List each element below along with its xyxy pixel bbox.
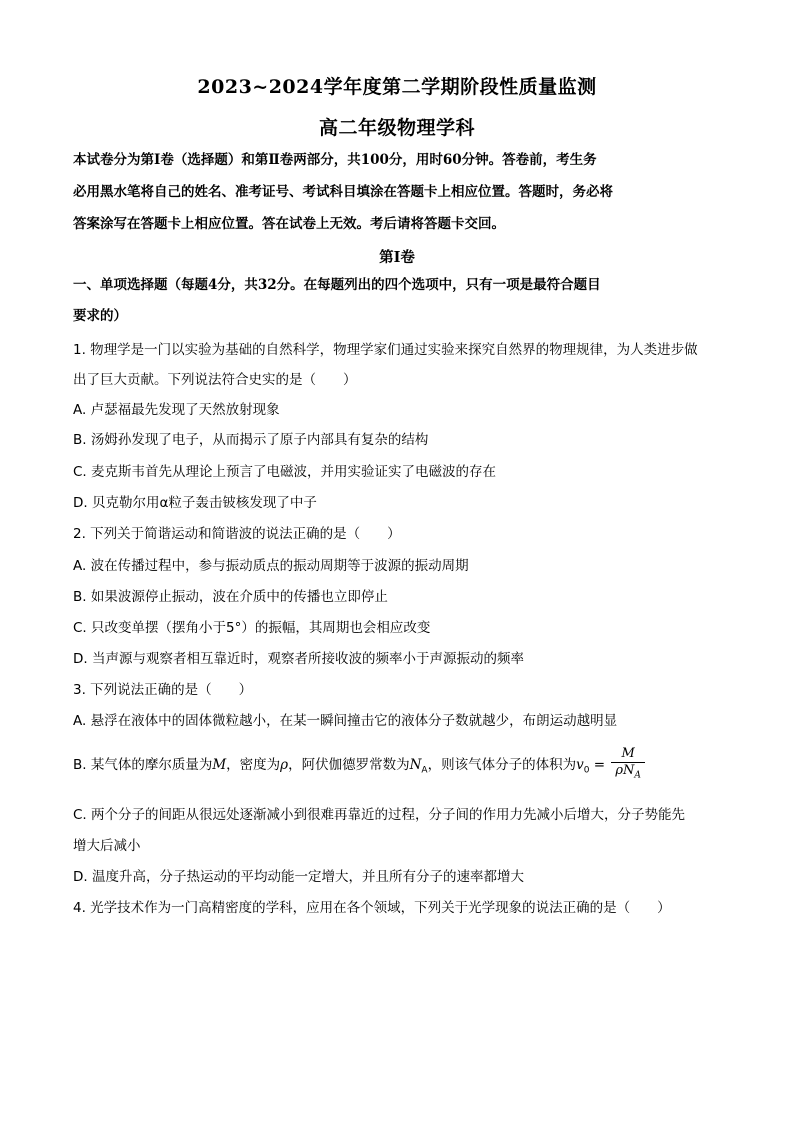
page-title: 2023~2024学年度第二学期阶段性质量监测 [197, 76, 597, 98]
section-heading-line-1: 一、单项选择题（每题4分，共32分。在每题列出的四个选项中，只有一项是最符合题目 [73, 277, 601, 293]
q3-option-c-line-1: C. 两个分子的间距从很远处逐渐减小到很难再靠近的过程，分子间的作用力先减小后增大，分子势能先 [73, 807, 686, 823]
q3-b-mid-2: ，阿伏伽德罗常数为 [288, 756, 410, 773]
q1-option-b: B. 汤姆孙发现了电子，从而揭示了原子内部具有复杂的结构 [73, 432, 429, 448]
q3-option-d: D. 温度升高，分子热运动的平均动能一定增大，并且所有分子的速率都增大 [73, 869, 524, 885]
q3-b-density-symbol: ρ [280, 756, 289, 773]
q1-option-c: C. 麦克斯韦首先从理论上预言了电磁波，并用实验证实了电磁波的存在 [73, 464, 497, 480]
q3-option-b [73, 746, 645, 788]
q3-b-volume-subscript: 0 [583, 765, 590, 776]
intro-line-1: 本试卷分为第Ⅰ卷（选择题）和第Ⅱ卷两部分，共100分，用时60分钟。答卷前，考生务 [73, 152, 597, 168]
section-heading-line-2: 要求的） [73, 308, 127, 324]
intro-line-3: 答案涂写在答题卡上相应位置。答在试卷上无效。考后请将答题卡交回。 [73, 216, 505, 232]
q3-b-prefix: B. 某气体的摩尔质量为 [73, 756, 213, 773]
q3-b-avogadro-subscript: A [421, 765, 428, 776]
q2-option-b: B. 如果波源停止振动，波在介质中的传播也立即停止 [73, 589, 388, 605]
q3-b-fraction-denominator-subscript: A [634, 770, 641, 781]
q3-b-fraction-denominator-text: ρN [615, 763, 635, 778]
q1-stem-line-2: 出了巨大贡献。下列说法符合史实的是（ ） [73, 372, 357, 388]
page-subtitle: 高二年级物理学科 [318, 117, 475, 139]
q3-b-fraction [611, 746, 645, 784]
q1-stem-line-1: 1. 物理学是一门以实验为基础的自然科学，物理学家们通过实验来探究自然界的物理规律，为人类进步做 [73, 342, 698, 358]
q2-option-d: D. 当声源与观察者相互靠近时，观察者所接收波的频率小于声源振动的频率 [73, 651, 524, 667]
volume-label: 第Ⅰ卷 [379, 249, 415, 266]
q2-stem: 2. 下列关于简谐运动和简谐波的说法正确的是（ ） [73, 526, 401, 542]
q3-b-volume-symbol: v [576, 756, 584, 773]
q1-option-a: A. 卢瑟福最先发现了天然放射现象 [73, 402, 280, 418]
q3-b-mid-1: ，密度为 [226, 756, 281, 773]
q3-option-a: A. 悬浮在液体中的固体微粒越小，在某一瞬间撞击它的液体分子数就越少，布朗运动越明显 [73, 713, 618, 729]
q2-option-c: C. 只改变单摆（摆角小于5°）的振幅，其周期也会相应改变 [73, 620, 431, 636]
q3-stem: 3. 下列说法正确的是（ ） [73, 682, 253, 698]
q3-b-molar-mass-symbol: M [212, 756, 227, 773]
q1-option-d: D. 贝克勒尔用α粒子轰击铍核发现了中子 [73, 495, 317, 511]
q3-b-fraction-numerator: M [611, 746, 645, 763]
q2-option-a: A. 波在传播过程中，参与振动质点的振动周期等于波源的振动周期 [73, 558, 469, 574]
q3-b-avogadro-symbol: N [409, 756, 422, 773]
q3-b-mid-3: ，则该气体分子的体积为 [427, 756, 577, 773]
q4-stem: 4. 光学技术作为一门高精密度的学科，应用在各个领域，下列关于光学现象的说法正确的是（ ） [73, 900, 671, 916]
intro-line-2: 必用黑水笔将自己的姓名、准考证号、考试科目填涂在答题卡上相应位置。答题时，务必将 [73, 184, 613, 200]
q3-b-equals: = [589, 756, 610, 773]
q3-option-c-line-2: 增大后减小 [73, 838, 141, 854]
q3-b-fraction-denominator [611, 763, 645, 784]
